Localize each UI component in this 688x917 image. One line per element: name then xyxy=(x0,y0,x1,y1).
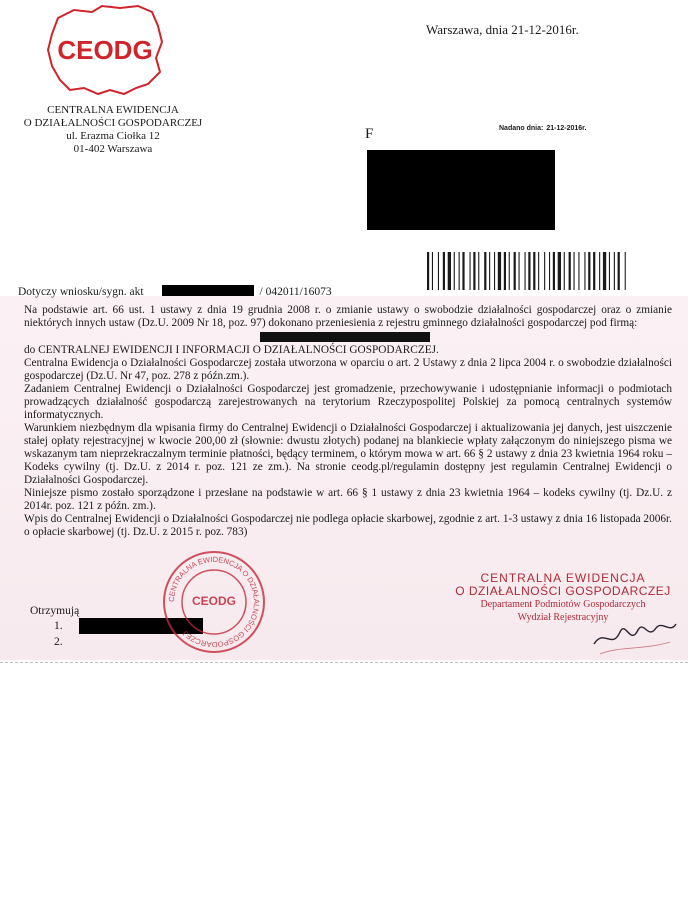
paragraph-stamp-duty: Wpis do Centralnej Ewidencji o Działalności Gospodarczej nie podlega opłacie skarbowej, zgodnie z art. 1-3 ustawy z dnia 16 listopada 2006r. o opłacie skarbowej (tj. Dz.U. z 2015 r. poz. 783) xyxy=(24,513,672,538)
barcode-bar xyxy=(448,252,451,290)
paragraph-civil-code: Niniejsze pismo zostało sporządzone i przesłane na podstawie w art. 66 § 1 ustawy z dnia 23 kwietnia 1964 – kodeks cywilny (tj. Dz.U. z 2014r. poz. 121 z późn. zm.). xyxy=(24,487,672,512)
sent-date xyxy=(496,125,586,132)
paragraph-creation: Centralna Ewidencja o Działalności Gospodarczej została utworzona w oparciu o art. 2 Ustawy z dnia 2 lipca 2004 r. o swobodzie działalności gospodarczej (Dz.U. Nr 47, poz. 278 z późn.zm.). xyxy=(24,357,672,382)
barcode-bar xyxy=(625,252,626,290)
barcode-bar xyxy=(459,252,460,290)
recipient-initial: F xyxy=(365,126,374,142)
barcode-bar xyxy=(454,252,455,290)
barcode-bar xyxy=(484,252,486,290)
barcode-bar xyxy=(603,252,606,290)
sent-date-value: 21-12-2016r. xyxy=(546,125,587,132)
barcode-bar xyxy=(569,252,571,290)
round-official-stamp xyxy=(160,548,268,656)
recipients-label: Otrzymują xyxy=(30,605,80,617)
reference-number: / 042011/16073 xyxy=(259,286,332,298)
barcode xyxy=(425,250,673,294)
barcode-bar xyxy=(564,252,565,290)
barcode-bar xyxy=(584,252,585,290)
barcode-bar xyxy=(498,252,501,290)
org-line-4: 01-402 Warszawa xyxy=(73,143,153,155)
barcode-bar xyxy=(509,252,510,290)
sender-address xyxy=(18,104,208,156)
recipient-number-1: 1. xyxy=(54,620,63,632)
stamp-line-2: O DZIAŁALNOŚCI GOSPODARCZEJ xyxy=(455,584,671,598)
letter-date: Warszawa, dnia 21-12-2016r. xyxy=(426,22,579,37)
letter-body xyxy=(24,304,672,539)
logo-wordmark: CEODG xyxy=(57,35,153,65)
redacted-recipient-address xyxy=(367,150,555,230)
barcode-bar xyxy=(599,252,600,290)
barcode-bar xyxy=(558,252,561,290)
barcode-bar xyxy=(574,252,575,290)
barcode-bar xyxy=(470,252,471,290)
barcode-bar xyxy=(489,252,490,290)
recipient-number-2: 2. xyxy=(54,636,63,648)
barcode-bar xyxy=(533,252,535,290)
sent-date-label: Nadano dnia: xyxy=(499,125,544,132)
barcode-bar xyxy=(538,252,539,290)
reference-label: Dotyczy wniosku/sygn. akt xyxy=(18,286,144,298)
barcode-bar xyxy=(504,252,506,290)
stamp-line-4: Wydział Rejestracyjny xyxy=(517,612,609,623)
perforation-line xyxy=(0,652,688,663)
stamp-center-text: CEODG xyxy=(191,594,237,608)
stamp-line-3: Departament Podmiotów Gospodarczych xyxy=(480,599,646,610)
barcode-bar xyxy=(462,252,464,290)
org-line-3: ul. Erazma Ciołka 12 xyxy=(66,130,160,142)
stamp-ring-text: CENTRALNA EWIDENCJA O DZIAŁALNOŚCI GOSPODARCZEJ xyxy=(166,554,262,650)
barcode-bar xyxy=(443,252,445,290)
barcode-bar xyxy=(528,252,530,290)
barcode-bar xyxy=(618,252,620,290)
barcode-bar xyxy=(614,252,615,290)
barcode-bar xyxy=(438,252,439,290)
barcode-bar xyxy=(473,252,475,290)
redacted-reference xyxy=(162,285,254,296)
barcode-bar xyxy=(519,252,520,290)
barcode-bar xyxy=(578,252,579,290)
paragraph-ceidg: do CENTRALNEJ EWIDENCJI I INFORMACJI O DZIAŁALNOŚCI GOSPODARCZEJ. xyxy=(24,344,439,356)
barcode-bar xyxy=(544,252,545,290)
barcode-bar xyxy=(609,252,610,290)
barcode-bar xyxy=(514,252,516,290)
org-line-1: CENTRALNA EWIDENCJA xyxy=(47,104,179,116)
barcode-bar xyxy=(549,252,550,290)
ceodg-logo xyxy=(40,2,170,98)
redacted-company-name-row xyxy=(24,330,672,344)
paragraph-purpose: Zadaniem Centralnej Ewidencji o Działalności Gospodarczej jest gromadzenie, przechowywanie i udostępnianie informacji o podmiotach prowadzących działalność gospodarczą zarejestrowanych na terytorium Rzeczypospolitej Polskiej za pomocą centralnych systemów informatycznych. xyxy=(24,383,672,421)
barcode-bar xyxy=(588,252,590,290)
org-line-2: O DZIAŁALNOŚCI GOSPODARCZEJ xyxy=(23,117,203,129)
barcode-bar xyxy=(525,252,526,290)
barcode-bar xyxy=(478,252,479,290)
reference-line xyxy=(18,285,438,298)
paragraph-fee: Warunkiem niezbędnym dla wpisania firmy do Centralnej Ewidencji o Działalności Gospodarczej i aktualizowania jej danych, jest uiszczenie stałej opłaty rejestracyjnej w kwocie 200,00 zł (słownie: dwustu złotych) podanej na blankiecie wpłaty załączonym do niniejszego pisma we wskazanym tam nieprzekraczalnym terminie płatności, będący terminem, o którym mowa w art. 66 § 2 ustawy z dnia 23 kwietnia 1964 roku – Kodeks cywilny (tj. Dz.U. z 2014 r. poz. 121 ze zm.). Na stronie ceodg.pl/regulamin dostępny jest regulamin Centralnej Ewidencji o Działalności Gospodarczej. xyxy=(24,422,672,486)
barcode-bar xyxy=(494,252,495,290)
paragraph-legal-basis: Na podstawie art. 66 ust. 1 ustawy z dnia 19 grudnia 2008 r. o zmianie ustawy o swobodzie działalności gospodarczej oraz o zmianie niektórych innych ustaw (Dz.U. 2009 Nr 18, poz. 97) dokonano przeniesienia z rejestru gminnego działalności gospodarczej pod firmą: xyxy=(24,304,672,329)
redacted-company-name xyxy=(260,332,430,342)
handwritten-signature xyxy=(590,610,680,660)
barcode-bar xyxy=(553,252,555,290)
barcode-bar xyxy=(593,252,595,290)
stamp-line-1: CENTRALNA EWIDENCJA xyxy=(480,571,646,585)
